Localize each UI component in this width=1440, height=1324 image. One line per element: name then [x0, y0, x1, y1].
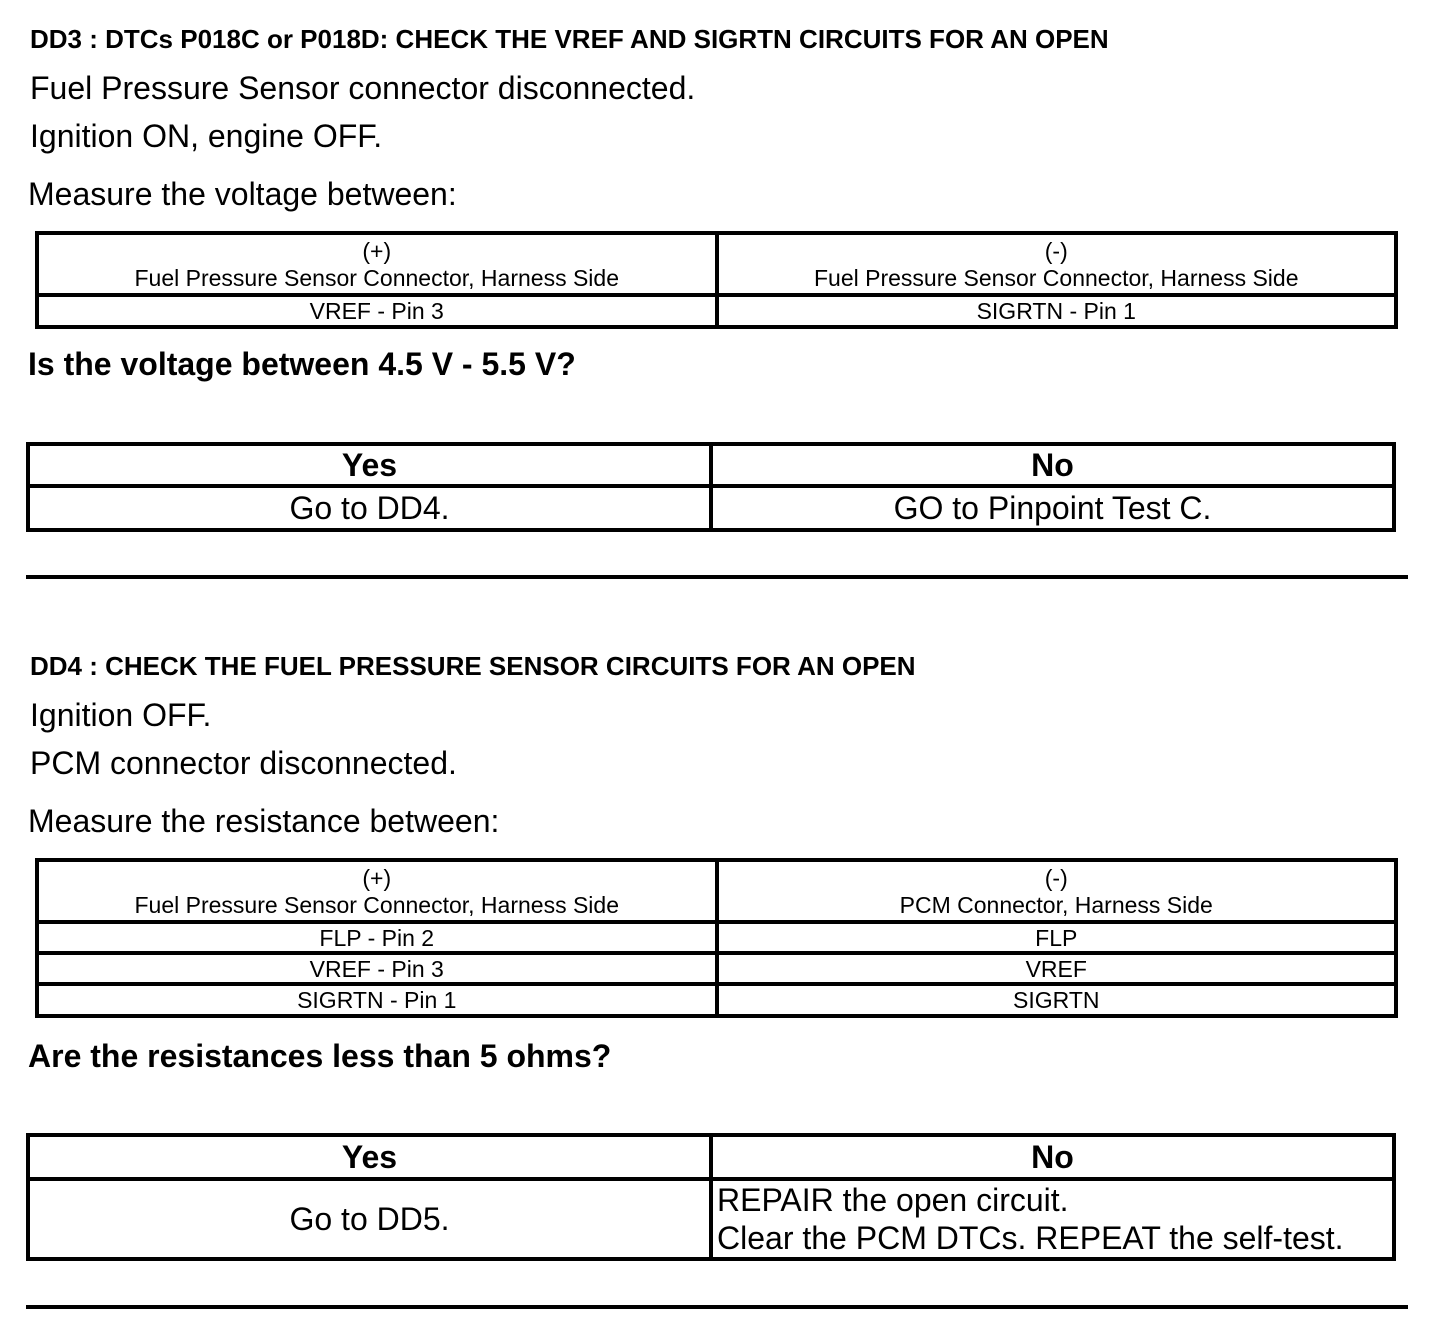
- section-divider: [26, 1305, 1408, 1309]
- dd3-no-header: No: [711, 444, 1394, 486]
- dd3-question: Is the voltage between 4.5 V - 5.5 V?: [28, 346, 576, 382]
- table-row: [37, 295, 1396, 327]
- negative-label: Fuel Pressure Sensor Connector, Harness Side: [813, 265, 1299, 291]
- positive-sign: (+): [362, 865, 392, 891]
- dd4-negative-header: [717, 860, 1397, 922]
- negative-sign: (-): [1044, 865, 1068, 891]
- dd3-positive-header: [37, 233, 717, 295]
- dd3-step-2: Ignition ON, engine OFF.: [30, 118, 383, 154]
- dd3-no-action: GO to Pinpoint Test C.: [711, 486, 1394, 530]
- dd3-heading: DD3 : DTCs P018C or P018D: CHECK THE VREF AND SIGRTN CIRCUITS FOR AN OPEN: [30, 24, 1109, 54]
- positive-label: Fuel Pressure Sensor Connector, Harness Side: [134, 265, 620, 291]
- dd3-negative-header: [717, 233, 1397, 295]
- dd3-yes-header: Yes: [28, 444, 711, 486]
- dd4-measure-label: Measure the resistance between:: [28, 803, 500, 839]
- dd3-step-1: Fuel Pressure Sensor connector disconnected.: [30, 70, 696, 106]
- dd4-result-table: [26, 1133, 1396, 1261]
- negative-label: PCM Connector, Harness Side: [899, 892, 1213, 918]
- dd4-positive-header: [37, 860, 717, 922]
- dd4-no-header: No: [711, 1135, 1394, 1179]
- dd4-negative-pin: SIGRTN: [717, 984, 1397, 1016]
- table-row: [37, 922, 1396, 953]
- dd4-yes-header: Yes: [28, 1135, 711, 1179]
- dd3-negative-pin: SIGRTN - Pin 1: [717, 295, 1397, 327]
- dd4-step-2: PCM connector disconnected.: [30, 745, 457, 781]
- dd4-positive-pin: VREF - Pin 3: [37, 953, 717, 984]
- dd4-no-action: [711, 1179, 1394, 1259]
- dd4-heading: DD4 : CHECK THE FUEL PRESSURE SENSOR CIRCUITS FOR AN OPEN: [30, 651, 916, 681]
- dd3-positive-pin: VREF - Pin 3: [37, 295, 717, 327]
- dd4-step-1: Ignition OFF.: [30, 697, 212, 733]
- dd4-negative-pin: FLP: [717, 922, 1397, 953]
- dd4-positive-pin: SIGRTN - Pin 1: [37, 984, 717, 1016]
- dd3-measure-label: Measure the voltage between:: [28, 176, 457, 212]
- dd4-negative-pin: VREF: [717, 953, 1397, 984]
- table-row: [37, 953, 1396, 984]
- positive-sign: (+): [362, 238, 392, 264]
- dd4-no-action-line-2: Clear the PCM DTCs. REPEAT the self-test.: [717, 1220, 1344, 1256]
- dd3-result-table: [26, 442, 1396, 532]
- dd3-yes-action: Go to DD4.: [28, 486, 711, 530]
- dd4-no-action-line-1: REPAIR the open circuit.: [717, 1182, 1069, 1218]
- dd4-question: Are the resistances less than 5 ohms?: [28, 1038, 612, 1074]
- dd4-measurement-table: [35, 858, 1398, 1018]
- dd3-measurement-table: [35, 231, 1398, 329]
- section-divider: [26, 575, 1408, 579]
- positive-label: Fuel Pressure Sensor Connector, Harness Side: [134, 892, 620, 918]
- dd4-yes-action: Go to DD5.: [28, 1179, 711, 1259]
- table-row: [37, 984, 1396, 1016]
- dd4-positive-pin: FLP - Pin 2: [37, 922, 717, 953]
- negative-sign: (-): [1044, 238, 1068, 264]
